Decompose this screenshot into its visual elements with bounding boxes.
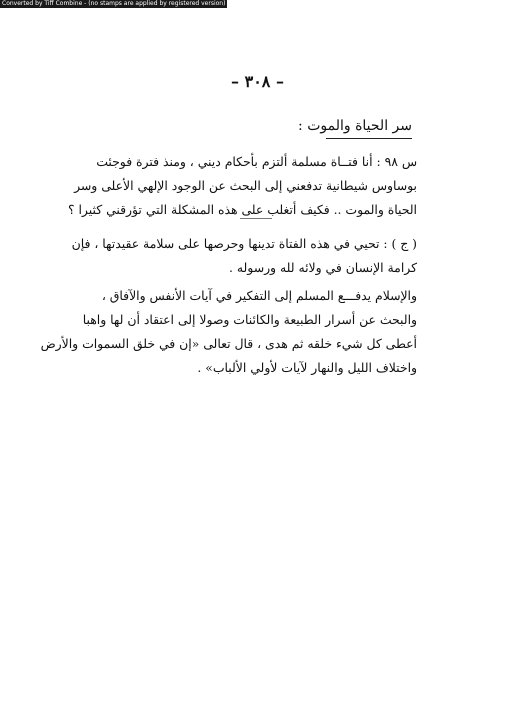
islam-line: أعطى كل شيء خلقه ثم هدى ، قال تعالى «إن في خلق السموات والأرض (40, 336, 417, 351)
conversion-banner: Converted by Tiff Combine - (no stamps are applied by registered version) (2, 0, 226, 7)
page-number: – ٣٠٨ – (231, 72, 284, 91)
question-line: الحياة والموت .. فكيف أتغلب على هذه المشكلة التي تؤرقني كثيرا ؟ (67, 202, 417, 217)
islam-paragraph (40, 284, 417, 380)
section-title-underline (326, 138, 412, 139)
question-paragraph (67, 150, 417, 222)
answer-line: ( ج ) : تحيي في هذه الفتاة تدينها وحرصها على سلامة عقيدتها ، فإن (71, 236, 417, 251)
question-line: بوساوس شيطانية تدفعني إلى البحث عن الوجود الإلهي الأعلى وسر (74, 178, 417, 193)
question-line: س ٩٨ : أنا فتــاة مسلمة ألتزم بأحكام ديني ، ومنذ فترة فوجئت (96, 154, 417, 169)
islam-line: والبحث عن أسرار الطبيعة والكائنات وصولا إلى اعتقاد أن لها واهبا (82, 312, 417, 327)
answer-line: كرامة الإنسان في ولائه لله ورسوله . (229, 260, 417, 275)
islam-line: واختلاف الليل والنهار لآيات لأولي الألباب» . (197, 360, 417, 375)
section-title: سر الحياة والموت : (298, 118, 412, 134)
scan-divider-mark (240, 218, 272, 219)
answer-paragraph (71, 232, 417, 280)
islam-line: والإسلام يدفـــع المسلم إلى التفكير في آيات الأنفس والآفاق ، (101, 288, 417, 303)
